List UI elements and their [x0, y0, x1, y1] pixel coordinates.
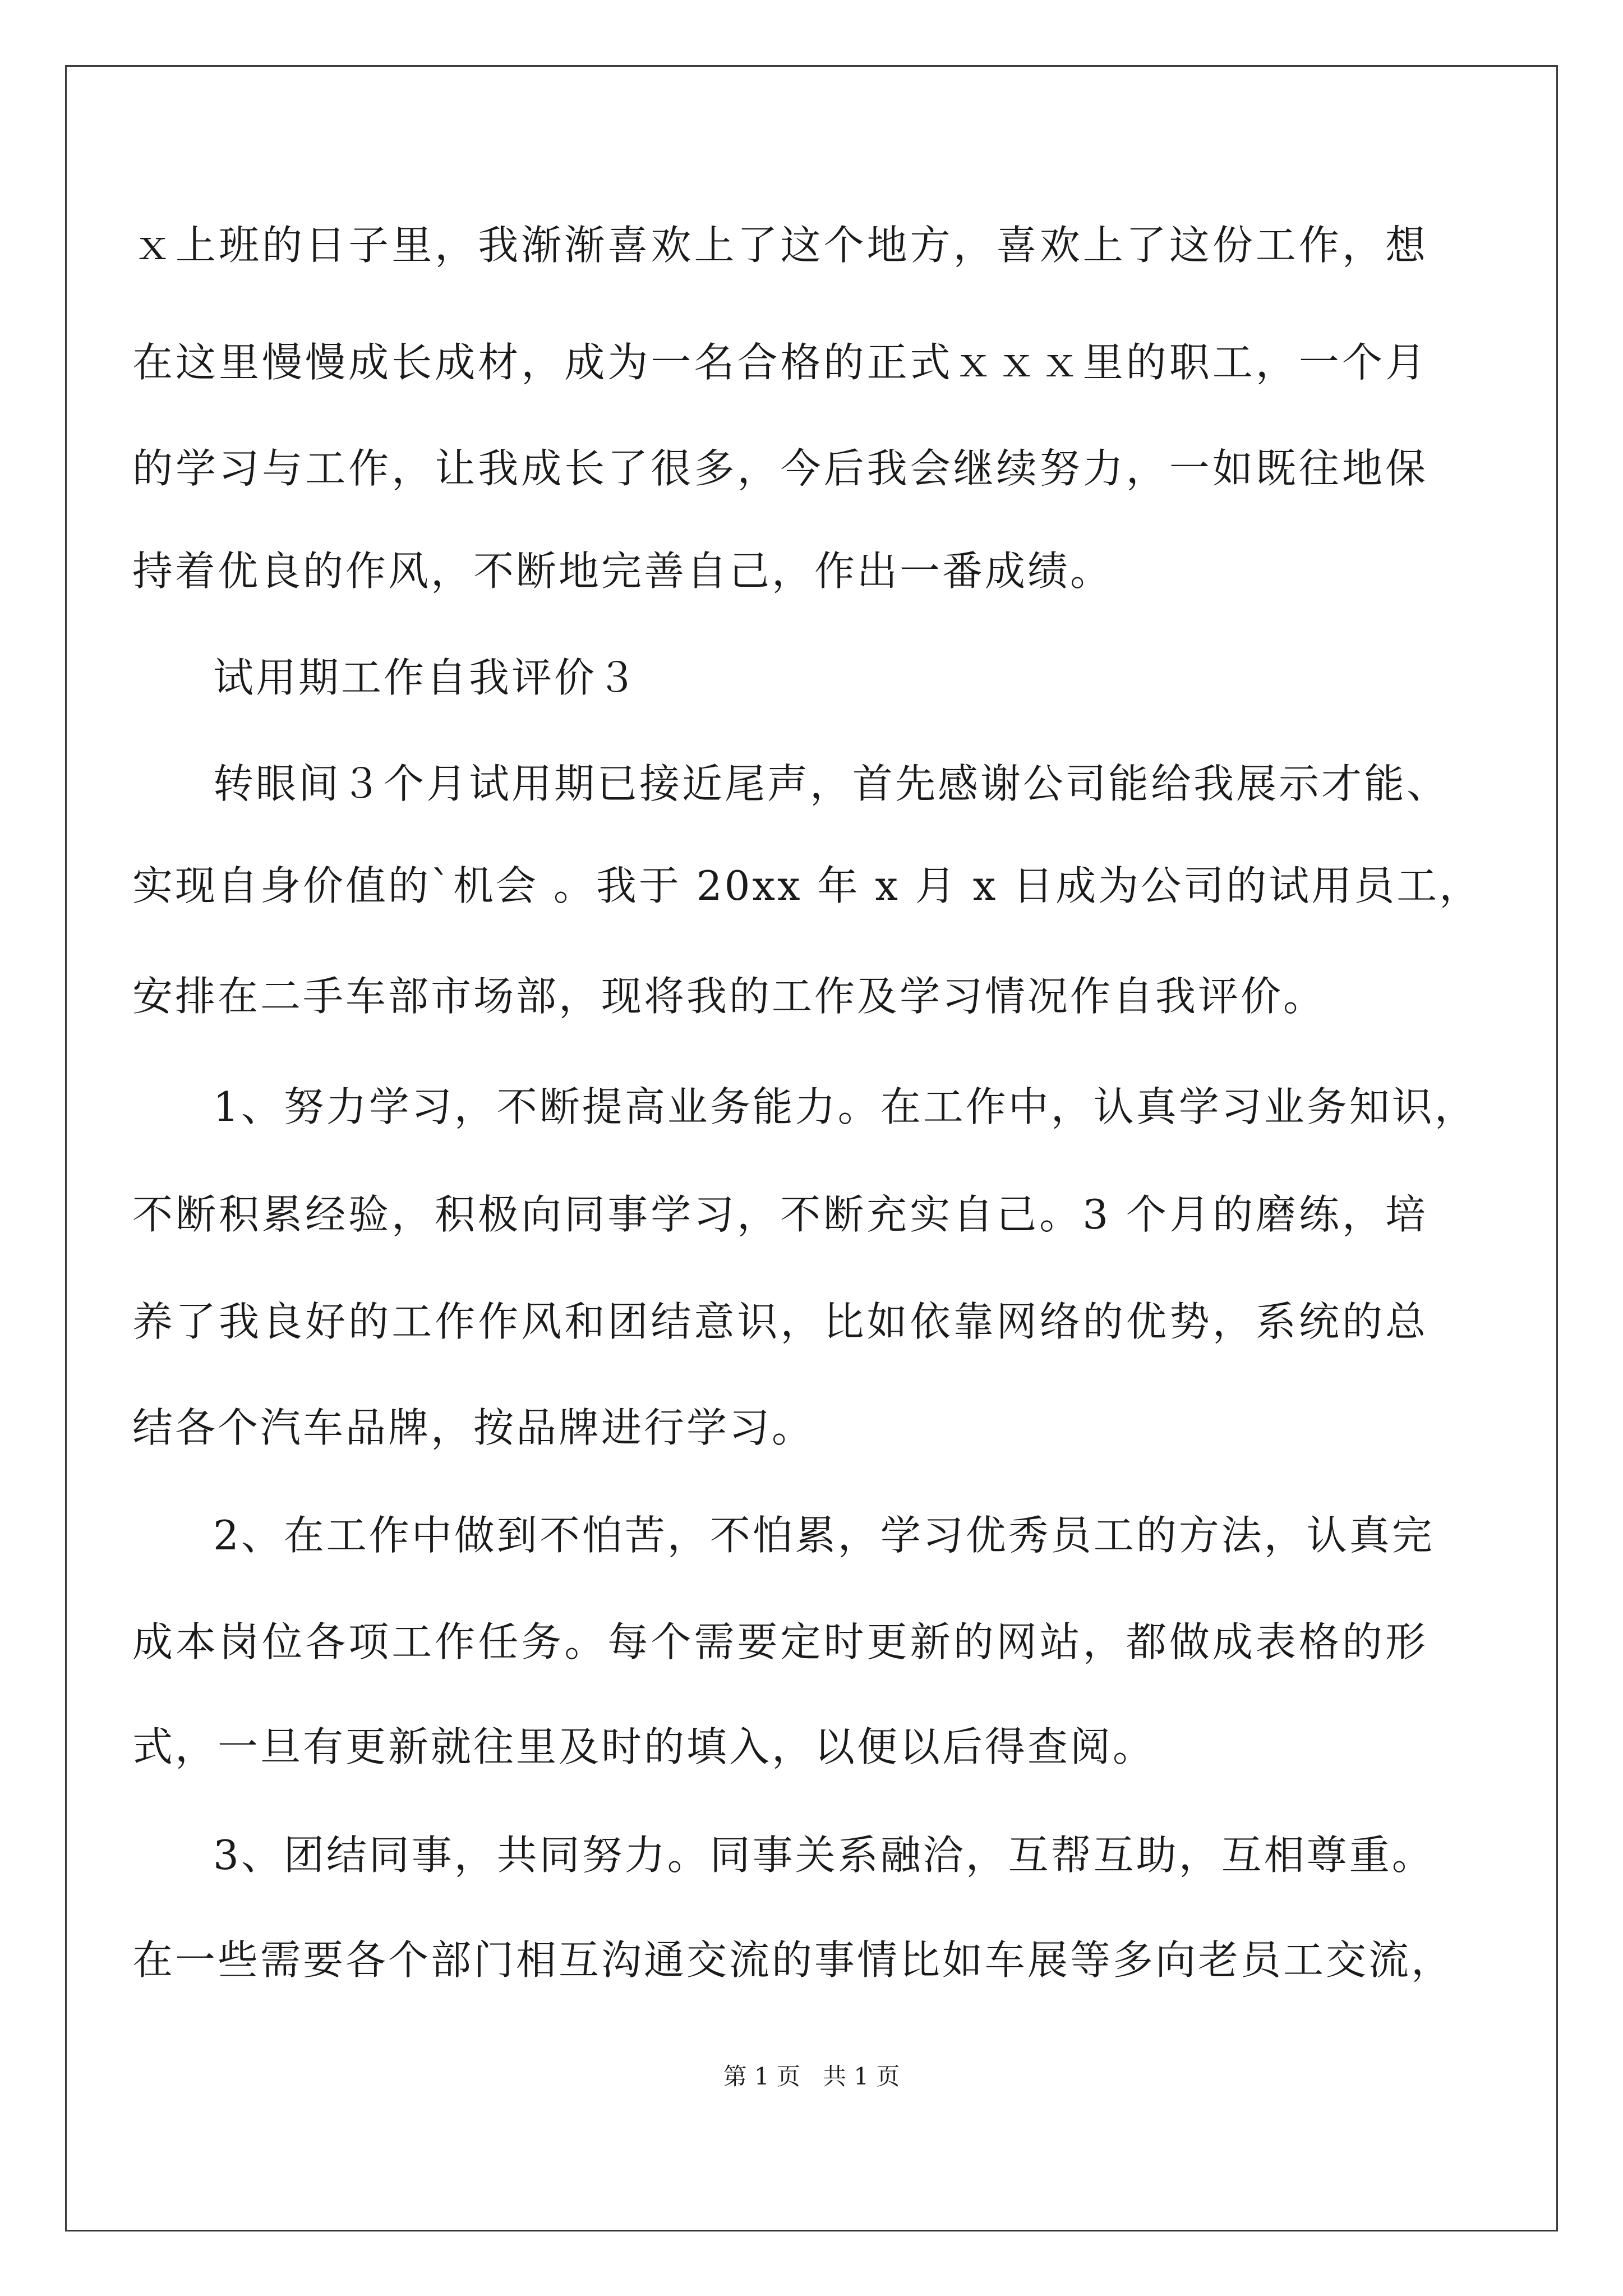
paragraph-line: 安排在二手车部市场部，现将我的工作及学习情况作自我评价。 [132, 973, 1326, 1020]
paragraph-line: 结各个汽车品牌，按品牌进行学习。 [132, 1404, 815, 1451]
paragraph-line: 1、努力学习，不断提高业务能力。在工作中，认真学习业务知识， [213, 1083, 1477, 1130]
paragraph-line: 不断积累经验，积极向同事学习，不断充实自己。3 个月的磨练，培 [132, 1191, 1428, 1238]
page-total: 共 1 页 [823, 2063, 900, 2090]
paragraph-line: 式，一旦有更新就往里及时的填入，以便以后得查阅。 [132, 1723, 1156, 1770]
paragraph-line: 转眼间３个月试用期已接近尾声，首先感谢公司能给我展示才能、 [213, 760, 1450, 807]
paragraph-line: 3、团结同事，共同努力。同事关系融洽，互帮互助，互相尊重。 [213, 1832, 1435, 1879]
paragraph-line: 持着优良的作风，不断地完善自己，作出一番成绩。 [132, 547, 1113, 595]
paragraph-line: 的学习与工作，让我成长了很多，今后我会继续努力，一如既往地保 [132, 445, 1428, 492]
paragraph-line: 在一些需要各个部门相互沟通交流的事情比如车展等多向老员工交流， [132, 1936, 1454, 1984]
page-number: 第 1 页 [723, 2063, 800, 2090]
paragraph-line: 养了我良好的工作作风和团结意识，比如依靠网络的优势，系统的总 [132, 1298, 1428, 1345]
paragraph-line: 在这里慢慢成长成材，成为一名合格的正式ｘｘｘ里的职工，一个月 [132, 339, 1428, 386]
paragraph-line: 成本岗位各项工作任务。每个需要定时更新的网站，都做成表格的形 [132, 1618, 1428, 1665]
section-heading: 试用期工作自我评价３ [213, 654, 640, 701]
paragraph-line: ｘ上班的日子里，我渐渐喜欢上了这个地方，喜欢上了这份工作，想 [132, 222, 1428, 269]
paragraph-line: 实现自身价值的`机会 。我于 20xx 年 x 月 x 日成为公司的试用员工， [132, 862, 1482, 909]
paragraph-line: 2、在工作中做到不怕苦，不怕累，学习优秀员工的方法，认真完 [213, 1512, 1435, 1559]
page-footer [0, 2063, 1623, 2091]
